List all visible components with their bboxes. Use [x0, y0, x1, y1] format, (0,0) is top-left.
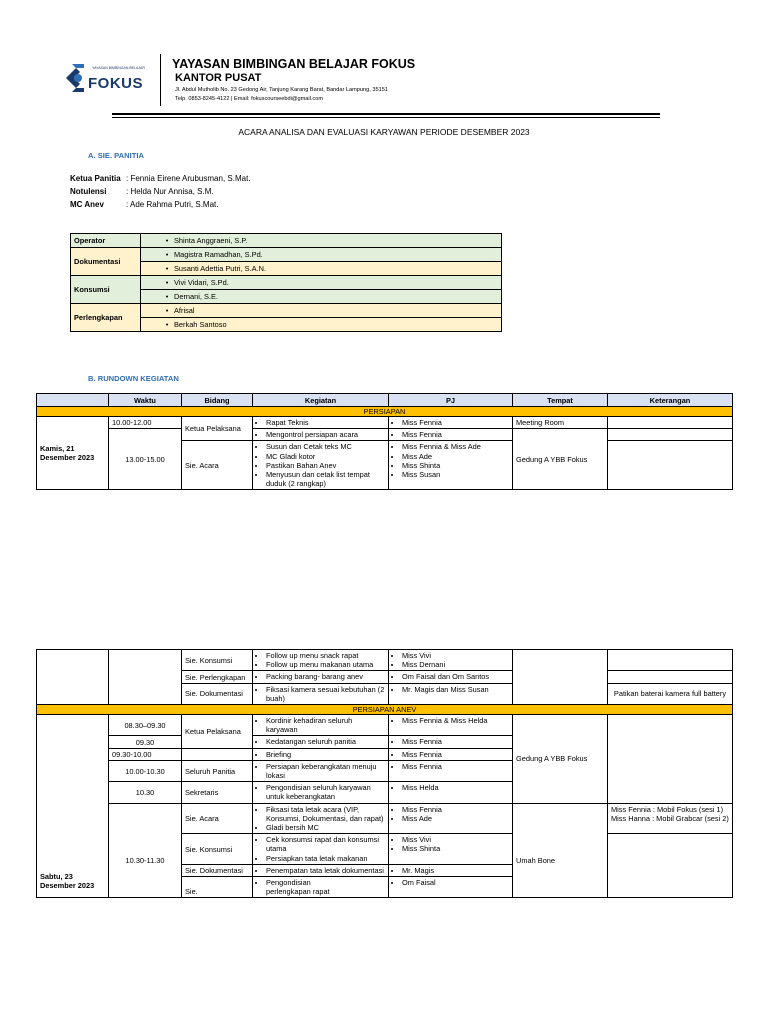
col-pj: PJ	[389, 394, 513, 407]
ket-cell	[608, 417, 733, 429]
bidang-cell: Sie. Dokumentasi	[182, 864, 253, 876]
contact: Telp. 0853-8245-4122 | Email: fokuscourseebdi@gmail.com	[175, 96, 323, 102]
bidang-cell: Sie. Konsumsi	[182, 834, 253, 865]
pj-cell: • Mr. Magis	[389, 864, 513, 876]
address: Jl. Abdul Mutholib No. 23 Gedong Air, Tanjung Karang Barat, Bandar Lampung, 35151	[175, 87, 388, 93]
header-rule-thin	[112, 117, 660, 118]
tempat-cell	[513, 650, 608, 705]
time-cell: 10.00-10.30	[109, 760, 182, 781]
day-cell	[37, 650, 109, 705]
col-bidang: Bidang	[182, 394, 253, 407]
kegiatan-cell: • Kedatangan seluruh panitia	[253, 736, 389, 748]
pj-cell: • Miss Fennia	[389, 748, 513, 760]
logo-small-text: YAYASAN BIMBINGAN BELAJAR	[92, 66, 145, 70]
section-b-heading: B. RUNDOWN KEGIATAN	[88, 374, 179, 383]
col-waktu: Waktu	[109, 394, 182, 407]
ket-cell	[608, 650, 733, 671]
ket-cell	[608, 715, 733, 804]
kegiatan-cell: • Packing barang- barang anev	[253, 671, 389, 683]
kegiatan-cell: • Cek konsumsi rapat dan konsumsi utama • Persiapkan tata letak makanan	[253, 834, 389, 865]
committee-notulensi: Notulensi : Helda Nur Annisa, S.M.	[70, 187, 214, 196]
time-cell: 10.30	[109, 782, 182, 803]
kegiatan-cell: • Pengondisian perlengkapan rapat	[253, 877, 389, 898]
tempat-cell: Gedung A YBB Fokus	[513, 715, 608, 804]
section-a-heading: A. SIE. PANITIA	[88, 151, 144, 160]
tempat-cell: Gedung A YBB Fokus	[513, 429, 608, 490]
rundown-table-1	[36, 393, 733, 490]
kegiatan-cell: • Persiapan keberangkatan menuju lokasi	[253, 760, 389, 781]
document-title: ACARA ANALISA DAN EVALUASI KARYAWAN PERIODE DESEMBER 2023	[238, 127, 530, 137]
bidang-cell: Ketua Pelaksana	[182, 417, 253, 441]
bidang-cell: Sie. Dokumentasi	[182, 683, 253, 704]
office-name: KANTOR PUSAT	[175, 72, 262, 84]
header-divider	[160, 54, 161, 106]
band-persiapan-anev: PERSIAPAN ANEV	[37, 705, 733, 715]
time-cell	[109, 650, 182, 705]
ket-cell	[608, 441, 733, 490]
ket-cell	[608, 671, 733, 683]
bidang-cell: Sie.	[182, 877, 253, 898]
ket-cell: Miss Fennia : Mobil Fokus (sesi 1) Miss Hanna : Mobil Grabcar (sesi 2)	[608, 803, 733, 834]
team-table	[70, 233, 502, 332]
team-member: • Vivi Vidari, S.Pd.	[141, 276, 502, 290]
bidang-cell	[182, 748, 253, 760]
kegiatan-cell: • Susun dan Cetak teks MC • MC Gladi kotor • Pastikan Bahan Anev • Menyusun dan cetak list tempat duduk (2 rangkap)	[253, 441, 389, 490]
team-role: Operator	[71, 234, 141, 248]
kegiatan-cell: • Pengondisian seluruh karyawan untuk keberangkatan	[253, 782, 389, 803]
pj-cell: • Miss Helda	[389, 782, 513, 803]
time-cell: 09.30-10.00	[109, 748, 182, 760]
band-persiapan: PERSIAPAN	[37, 407, 733, 417]
bidang-cell: Seluruh Panitia	[182, 760, 253, 781]
team-role: Dokumentasi	[71, 248, 141, 276]
team-role: Perlengkapan	[71, 304, 141, 332]
col-empty	[37, 394, 109, 407]
kegiatan-cell: • Kordinir kehadiran seluruh karyawan	[253, 715, 389, 736]
col-tempat: Tempat	[513, 394, 608, 407]
tempat-cell: Meeting Room	[513, 417, 608, 429]
tempat-cell: Umah Bone	[513, 803, 608, 898]
pj-cell: • Miss Fennia • Miss Ade	[389, 803, 513, 834]
pj-cell: • Miss Vivi • Miss Dernani	[389, 650, 513, 671]
time-cell: 08.30–09.30	[109, 715, 182, 736]
address-block	[175, 86, 388, 104]
pj-cell: • Om Faisal dan Om Santos	[389, 671, 513, 683]
team-member: • Dernani, S.E.	[141, 290, 502, 304]
bidang-cell: Sie. Perlengkapan	[182, 671, 253, 683]
bidang-cell: Ketua Pelaksana	[182, 715, 253, 749]
pj-cell: • Miss Fennia & Miss Helda	[389, 715, 513, 736]
pj-cell: • Miss Fennia	[389, 417, 513, 429]
ket-cell	[608, 429, 733, 441]
day-cell: Kamis, 21 Desember 2023	[37, 417, 109, 490]
team-member: • Magistra Ramadhan, S.Pd.	[141, 248, 502, 262]
rundown-table-2	[36, 649, 733, 898]
pj-cell: • Miss Fennia	[389, 760, 513, 781]
day-cell: Sabtu, 23 Desember 2023	[37, 715, 109, 898]
bidang-cell: Sie. Acara	[182, 803, 253, 834]
logo-text: FOKUS	[88, 75, 143, 92]
pj-cell: • Miss Fennia & Miss Ade • Miss Ade • Miss Shinta • Miss Susan	[389, 441, 513, 490]
time-cell: 10.00-12.00	[109, 417, 182, 429]
committee-mc: MC Anev : Ade Rahma Putri, S.Mat.	[70, 200, 219, 209]
pj-cell: • Miss Vivi • Miss Shinta	[389, 834, 513, 865]
committee-ketua: Ketua Panitia : Fennia Eirene Arubusman, S.Mat.	[70, 174, 251, 183]
kegiatan-cell: • Fiksasi tata letak acara (VIP, Konsumsi, Dokumentasi, dan rapat) • Gladi bersih MC	[253, 803, 389, 834]
kegiatan-cell: • Fiksasi kamera sesuai kebutuhan (2 buah)	[253, 683, 389, 704]
bidang-cell: Sekretaris	[182, 782, 253, 803]
pj-cell: • Mr. Magis dan Miss Susan	[389, 683, 513, 704]
header-rule	[112, 113, 660, 115]
team-member: • Afrisal	[141, 304, 502, 318]
team-role: Konsumsi	[71, 276, 141, 304]
pj-cell: • Miss Fennia	[389, 429, 513, 441]
ket-cell	[608, 834, 733, 898]
team-member: • Shinta Anggraeni, S.P.	[141, 234, 502, 248]
bidang-cell: Sie. Acara	[182, 441, 253, 490]
time-cell: 13.00-15.00	[109, 429, 182, 490]
time-cell: 09.30	[109, 736, 182, 748]
kegiatan-cell: • Briefing	[253, 748, 389, 760]
kegiatan-cell: • Mengontrol persiapan acara	[253, 429, 389, 441]
pj-cell: • Miss Fennia	[389, 736, 513, 748]
ket-cell: Patikan baterai kamera full battery	[608, 683, 733, 704]
kegiatan-cell: • Follow up menu snack rapat • Follow up menu makanan utama	[253, 650, 389, 671]
col-kegiatan: Kegiatan	[253, 394, 389, 407]
team-member: • Susanti Adettia Putri, S.A.N.	[141, 262, 502, 276]
org-name: YAYASAN BIMBINGAN BELAJAR FOKUS	[172, 57, 416, 71]
time-cell: 10.30-11.30	[109, 803, 182, 898]
kegiatan-cell: • Rapat Teknis	[253, 417, 389, 429]
kegiatan-cell: • Penempatan tata letak dokumentasi	[253, 864, 389, 876]
team-member: • Berkah Santoso	[141, 318, 502, 332]
col-keterangan: Keterangan	[608, 394, 733, 407]
bidang-cell: Sie. Konsumsi	[182, 650, 253, 671]
pj-cell: • Om Faisal	[389, 877, 513, 898]
